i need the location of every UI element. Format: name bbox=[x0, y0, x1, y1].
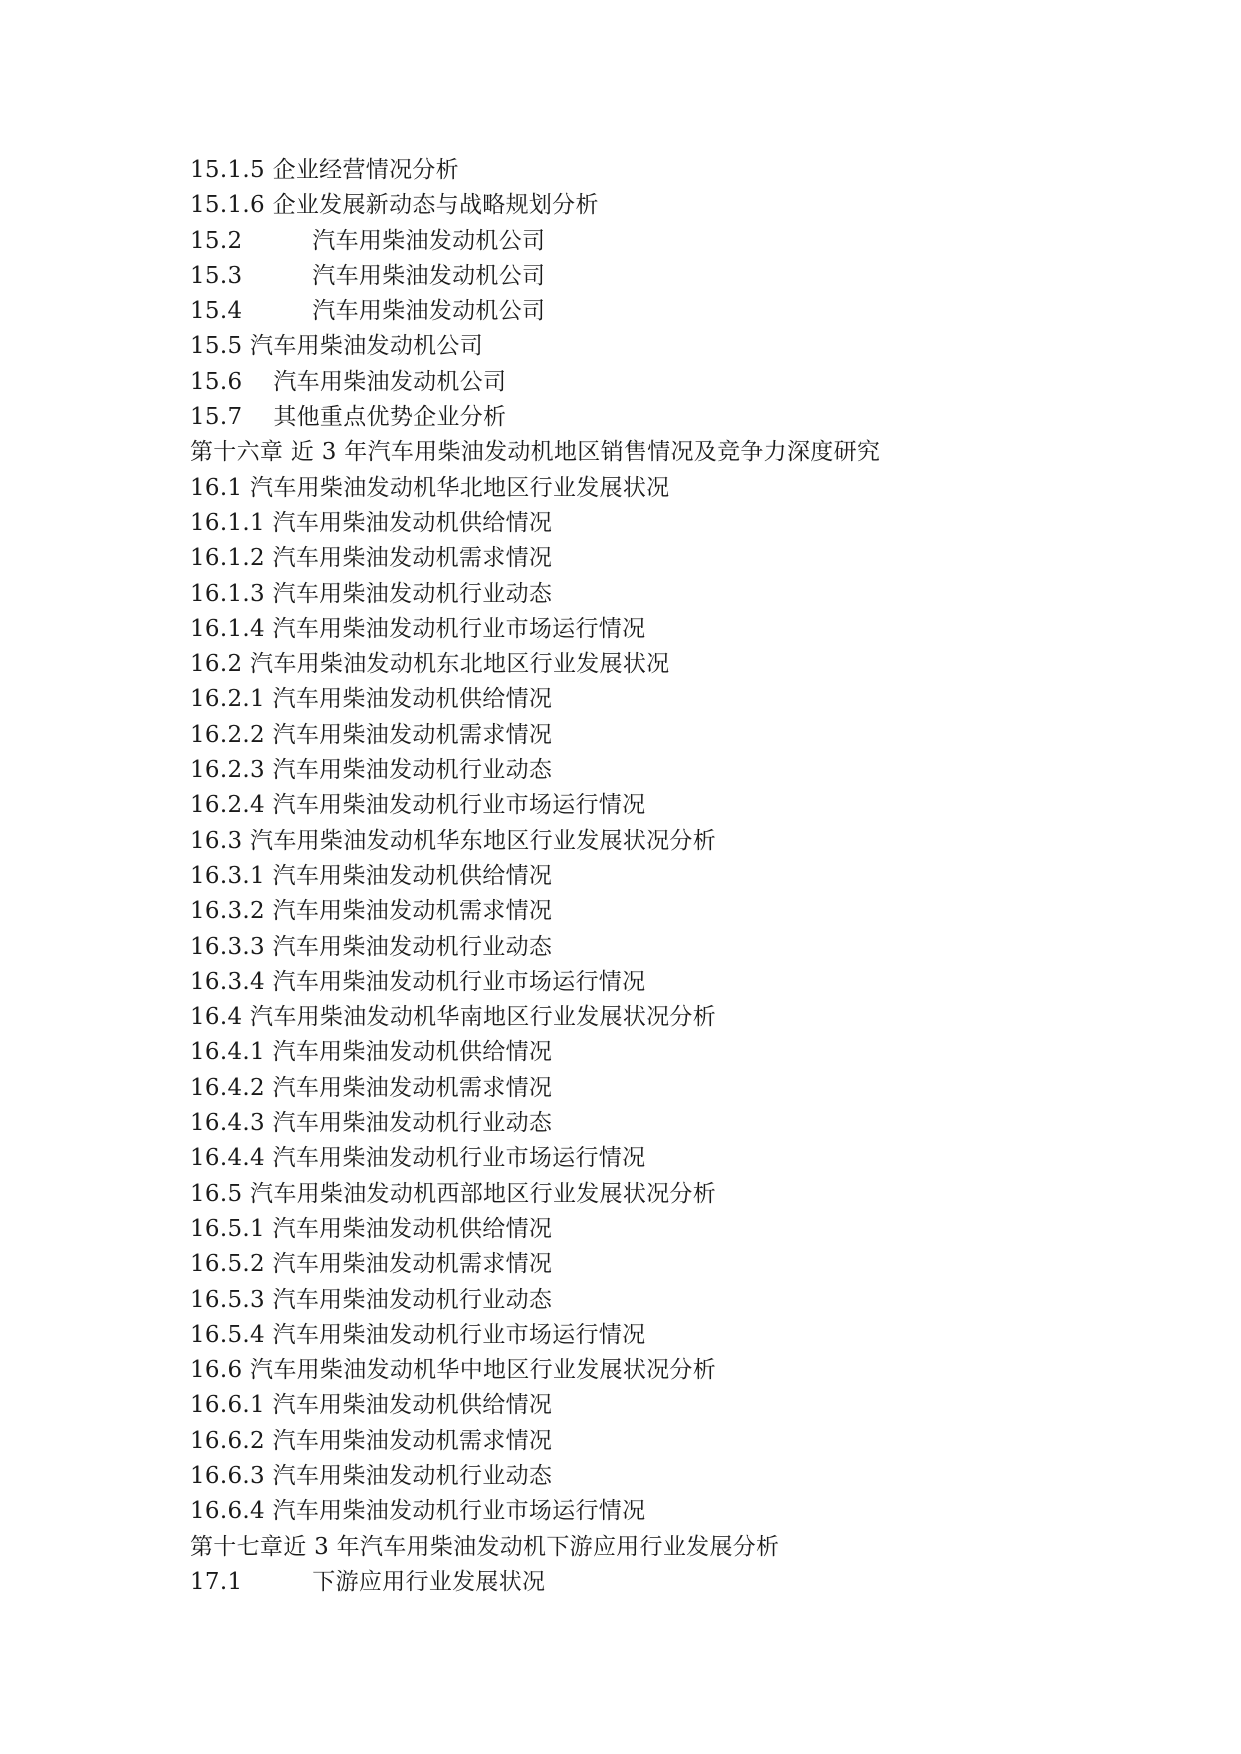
toc-entry-16-1-3: 16.1.3 汽车用柴油发动机行业动态 bbox=[190, 580, 553, 607]
toc-entry-16-3-3: 16.3.3 汽车用柴油发动机行业动态 bbox=[190, 933, 553, 960]
toc-entry-16-4-1: 16.4.1 汽车用柴油发动机供给情况 bbox=[190, 1039, 553, 1066]
toc-entry-15-7: 15.7 其他重点优势企业分析 bbox=[190, 404, 507, 431]
toc-entry-16-4-4: 16.4.4 汽车用柴油发动机行业市场运行情况 bbox=[190, 1145, 646, 1172]
toc-entry-16-5-2: 16.5.2 汽车用柴油发动机需求情况 bbox=[190, 1251, 553, 1278]
toc-entry-15-4: 15.4 汽车用柴油发动机公司 bbox=[190, 298, 546, 325]
table-of-contents bbox=[190, 153, 1190, 1600]
toc-entry-16-5-3: 16.5.3 汽车用柴油发动机行业动态 bbox=[190, 1286, 553, 1313]
toc-entry-16-6-4: 16.6.4 汽车用柴油发动机行业市场运行情况 bbox=[190, 1498, 646, 1525]
toc-entry-16-1: 16.1 汽车用柴油发动机华北地区行业发展状况 bbox=[190, 474, 670, 501]
toc-entry-16-6: 16.6 汽车用柴油发动机华中地区行业发展状况分析 bbox=[190, 1357, 717, 1384]
toc-entry-16-2-2: 16.2.2 汽车用柴油发动机需求情况 bbox=[190, 721, 553, 748]
toc-entry-16-4-3: 16.4.3 汽车用柴油发动机行业动态 bbox=[190, 1110, 553, 1137]
toc-entry-16-6-1: 16.6.1 汽车用柴油发动机供给情况 bbox=[190, 1392, 553, 1419]
toc-entry-16-2-1: 16.2.1 汽车用柴油发动机供给情况 bbox=[190, 686, 553, 713]
toc-entry-16-1-2: 16.1.2 汽车用柴油发动机需求情况 bbox=[190, 545, 553, 572]
toc-entry-16-6-2: 16.6.2 汽车用柴油发动机需求情况 bbox=[190, 1427, 553, 1454]
toc-entry-16-5-4: 16.5.4 汽车用柴油发动机行业市场运行情况 bbox=[190, 1321, 646, 1348]
toc-entry-16-6-3: 16.6.3 汽车用柴油发动机行业动态 bbox=[190, 1462, 553, 1489]
toc-entry-15-1-5: 15.1.5 企业经营情况分析 bbox=[190, 157, 459, 183]
toc-entry-16-3: 16.3 汽车用柴油发动机华东地区行业发展状况分析 bbox=[190, 827, 717, 854]
toc-entry-16-2-3: 16.2.3 汽车用柴油发动机行业动态 bbox=[190, 757, 553, 784]
toc-entry-17-1: 17.1 下游应用行业发展状况 bbox=[190, 1568, 546, 1595]
toc-entry-16-5: 16.5 汽车用柴油发动机西部地区行业发展状况分析 bbox=[190, 1180, 717, 1207]
toc-entry-16-5-1: 16.5.1 汽车用柴油发动机供给情况 bbox=[190, 1215, 553, 1242]
toc-chapter-17: 第十七章近 3 年汽车用柴油发动机下游应用行业发展分析 bbox=[190, 1533, 780, 1560]
toc-entry-16-3-2: 16.3.2 汽车用柴油发动机需求情况 bbox=[190, 898, 553, 925]
toc-entry-16-1-4: 16.1.4 汽车用柴油发动机行业市场运行情况 bbox=[190, 615, 646, 642]
toc-entry-15-3: 15.3 汽车用柴油发动机公司 bbox=[190, 262, 546, 289]
toc-entry-16-4: 16.4 汽车用柴油发动机华南地区行业发展状况分析 bbox=[190, 1004, 717, 1031]
toc-entry-16-1-1: 16.1.1 汽车用柴油发动机供给情况 bbox=[190, 509, 553, 536]
toc-entry-15-5: 15.5 汽车用柴油发动机公司 bbox=[190, 333, 484, 360]
toc-chapter-16: 第十六章 近 3 年汽车用柴油发动机地区销售情况及竞争力深度研究 bbox=[190, 439, 881, 466]
toc-entry-16-3-1: 16.3.1 汽车用柴油发动机供给情况 bbox=[190, 862, 553, 889]
toc-entry-15-1-6: 15.1.6 企业发展新动态与战略规划分析 bbox=[190, 192, 599, 219]
toc-entry-16-2: 16.2 汽车用柴油发动机东北地区行业发展状况 bbox=[190, 651, 670, 678]
toc-entry-15-2: 15.2 汽车用柴油发动机公司 bbox=[190, 227, 546, 254]
toc-entry-15-6: 15.6 汽车用柴油发动机公司 bbox=[190, 368, 507, 395]
toc-entry-16-2-4: 16.2.4 汽车用柴油发动机行业市场运行情况 bbox=[190, 792, 646, 819]
toc-entry-16-3-4: 16.3.4 汽车用柴油发动机行业市场运行情况 bbox=[190, 968, 646, 995]
toc-entry-16-4-2: 16.4.2 汽车用柴油发动机需求情况 bbox=[190, 1074, 553, 1101]
